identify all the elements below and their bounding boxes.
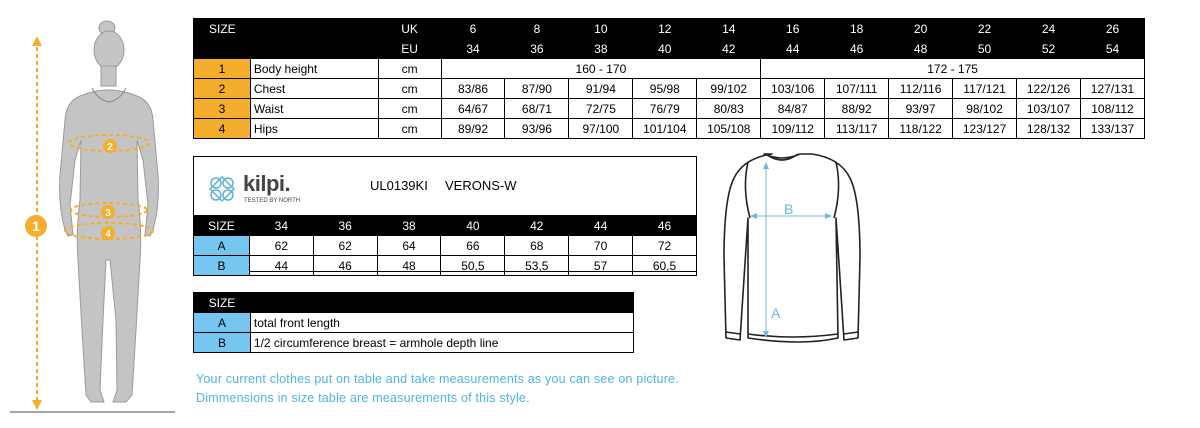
table-cell: 93/96 bbox=[505, 119, 569, 139]
table-cell: 60,5 bbox=[633, 256, 697, 276]
table-cell: 107/111 bbox=[825, 79, 889, 99]
uk-header-row bbox=[194, 19, 1145, 39]
table-cell: 57 bbox=[569, 256, 633, 276]
row-label: A bbox=[194, 236, 250, 256]
row-label: Chest bbox=[250, 79, 378, 99]
table-cell: 89/92 bbox=[441, 119, 505, 139]
body-figure bbox=[0, 0, 190, 428]
table-cell: 66 bbox=[441, 236, 505, 256]
arrow-left-icon bbox=[750, 213, 757, 219]
table-cell: 48 bbox=[377, 256, 441, 276]
style-size-header-row bbox=[194, 216, 697, 236]
table-cell: 70 bbox=[569, 236, 633, 256]
table-cell: 95/98 bbox=[633, 79, 697, 99]
uk-size: 16 bbox=[761, 19, 825, 39]
style-size-box bbox=[193, 156, 697, 272]
brand-tagline: TESTED BY NORTH bbox=[244, 198, 301, 204]
uk-size: 20 bbox=[889, 19, 953, 39]
legend-row-a bbox=[194, 313, 634, 333]
row-number: 2 bbox=[194, 79, 251, 99]
table-cell: 109/112 bbox=[761, 119, 825, 139]
row-label: Hips bbox=[250, 119, 378, 139]
waist-row bbox=[194, 99, 1145, 119]
uk-size: 12 bbox=[633, 19, 697, 39]
table-cell: 88/92 bbox=[825, 99, 889, 119]
table-cell: 62 bbox=[313, 236, 377, 256]
legend-text: 1/2 circumference breast = armhole depth line bbox=[250, 333, 633, 353]
eu-size: 38 bbox=[569, 39, 633, 59]
table-cell: 87/90 bbox=[505, 79, 569, 99]
measurement-legend-table bbox=[193, 292, 634, 353]
table-cell: 76/79 bbox=[633, 99, 697, 119]
style-row-a bbox=[194, 236, 697, 256]
table-cell: 118/122 bbox=[889, 119, 953, 139]
table-cell: 98/102 bbox=[953, 99, 1017, 119]
table-cell: 101/104 bbox=[633, 119, 697, 139]
height-range: 160 - 170 bbox=[441, 59, 761, 79]
height-arrow-bottom-icon bbox=[32, 400, 42, 410]
brand-name: kilpi. bbox=[243, 171, 291, 196]
uk-size: 6 bbox=[441, 19, 505, 39]
eu-header-row bbox=[194, 39, 1145, 59]
size-header: SIZE bbox=[194, 216, 250, 236]
svg-text:3: 3 bbox=[105, 208, 111, 219]
table-cell: 91/94 bbox=[569, 79, 633, 99]
legend-header-row bbox=[194, 293, 634, 313]
style-code: UL0139KI bbox=[370, 178, 428, 193]
table-cell: 122/126 bbox=[1017, 79, 1081, 99]
table-cell: 44 bbox=[249, 256, 313, 276]
table-cell: 105/108 bbox=[697, 119, 761, 139]
row-label: A bbox=[194, 313, 251, 333]
style-row-b bbox=[194, 256, 697, 276]
height-range: 172 - 175 bbox=[761, 59, 1145, 79]
uk-size: 8 bbox=[505, 19, 569, 39]
legend-row-b bbox=[194, 333, 634, 353]
table-cell: 133/137 bbox=[1080, 119, 1144, 139]
table-cell: 53,5 bbox=[505, 256, 569, 276]
arrow-right-icon bbox=[825, 213, 832, 219]
table-cell: 68 bbox=[505, 236, 569, 256]
chest-row bbox=[194, 79, 1145, 99]
style-size: 42 bbox=[505, 216, 569, 236]
table-cell: 123/127 bbox=[953, 119, 1017, 139]
size-header: SIZE bbox=[194, 19, 379, 39]
style-size: 34 bbox=[249, 216, 313, 236]
row-label: B bbox=[194, 256, 250, 276]
instruction-note: Your current clothes put on table and take measurements as you can see on picture. bbox=[196, 372, 679, 386]
table-cell: 64/67 bbox=[441, 99, 505, 119]
eu-size: 44 bbox=[761, 39, 825, 59]
table-cell: 84/87 bbox=[761, 99, 825, 119]
legend-text: total front length bbox=[250, 313, 633, 333]
table-cell: 68/71 bbox=[505, 99, 569, 119]
eu-size: 52 bbox=[1017, 39, 1081, 59]
eu-size: 46 bbox=[825, 39, 889, 59]
uk-size: 18 bbox=[825, 19, 889, 39]
row-unit: cm bbox=[378, 79, 441, 99]
row-unit: cm bbox=[378, 119, 441, 139]
table-cell: 72/75 bbox=[569, 99, 633, 119]
svg-text:4: 4 bbox=[105, 229, 111, 240]
uk-size: 24 bbox=[1017, 19, 1081, 39]
row-label: B bbox=[194, 333, 251, 353]
measure-a-label: A bbox=[771, 305, 781, 321]
table-cell: 127/131 bbox=[1080, 79, 1144, 99]
row-label: Waist bbox=[250, 99, 378, 119]
style-size: 38 bbox=[377, 216, 441, 236]
style-size: 44 bbox=[569, 216, 633, 236]
arrow-down-icon bbox=[763, 331, 769, 338]
instruction-note: Dimmensions in size table are measurements of this style. bbox=[196, 391, 530, 405]
table-cell: 117/121 bbox=[953, 79, 1017, 99]
eu-size: 50 bbox=[953, 39, 1017, 59]
table-cell: 97/100 bbox=[569, 119, 633, 139]
style-name: VERONS-W bbox=[445, 178, 517, 193]
row-unit: cm bbox=[378, 59, 441, 79]
table-cell: 93/97 bbox=[889, 99, 953, 119]
size-header: SIZE bbox=[194, 293, 251, 313]
uk-size: 14 bbox=[697, 19, 761, 39]
eu-size: 48 bbox=[889, 39, 953, 59]
kilpi-logo-icon bbox=[206, 173, 242, 205]
eu-label: EU bbox=[378, 39, 441, 59]
eu-size: 42 bbox=[697, 39, 761, 59]
row-number: 4 bbox=[194, 119, 251, 139]
eu-size: 36 bbox=[505, 39, 569, 59]
svg-text:1: 1 bbox=[32, 218, 40, 234]
eu-size: 40 bbox=[633, 39, 697, 59]
table-cell: 83/86 bbox=[441, 79, 505, 99]
uk-size: 26 bbox=[1080, 19, 1144, 39]
row-number: 3 bbox=[194, 99, 251, 119]
style-size: 36 bbox=[313, 216, 377, 236]
garment-drawing bbox=[712, 148, 872, 353]
eu-size: 34 bbox=[441, 39, 505, 59]
table-cell: 99/102 bbox=[697, 79, 761, 99]
uk-size: 10 bbox=[569, 19, 633, 39]
row-label: Body height bbox=[250, 59, 378, 79]
uk-size: 22 bbox=[953, 19, 1017, 39]
uk-label: UK bbox=[378, 19, 441, 39]
hips-row bbox=[194, 119, 1145, 139]
body-height-row bbox=[194, 59, 1145, 79]
height-arrow-top-icon bbox=[32, 36, 42, 46]
table-cell: 108/112 bbox=[1080, 99, 1144, 119]
style-size: 40 bbox=[441, 216, 505, 236]
table-cell: 50,5 bbox=[441, 256, 505, 276]
arrow-up-icon bbox=[763, 162, 769, 169]
table-cell: 72 bbox=[633, 236, 697, 256]
row-unit: cm bbox=[378, 99, 441, 119]
style-size: 46 bbox=[633, 216, 697, 236]
eu-size: 54 bbox=[1080, 39, 1144, 59]
table-cell: 80/83 bbox=[697, 99, 761, 119]
style-size-table bbox=[193, 215, 697, 276]
table-cell: 103/106 bbox=[761, 79, 825, 99]
table-cell: 46 bbox=[313, 256, 377, 276]
table-cell: 112/116 bbox=[889, 79, 953, 99]
svg-text:2: 2 bbox=[107, 142, 113, 153]
size-chart-table bbox=[193, 18, 1145, 139]
table-cell: 113/117 bbox=[825, 119, 889, 139]
table-cell: 103/107 bbox=[1017, 99, 1081, 119]
measure-b-label: B bbox=[784, 201, 794, 217]
table-cell: 62 bbox=[249, 236, 313, 256]
table-cell: 64 bbox=[377, 236, 441, 256]
table-cell: 128/132 bbox=[1017, 119, 1081, 139]
row-number: 1 bbox=[194, 59, 251, 79]
